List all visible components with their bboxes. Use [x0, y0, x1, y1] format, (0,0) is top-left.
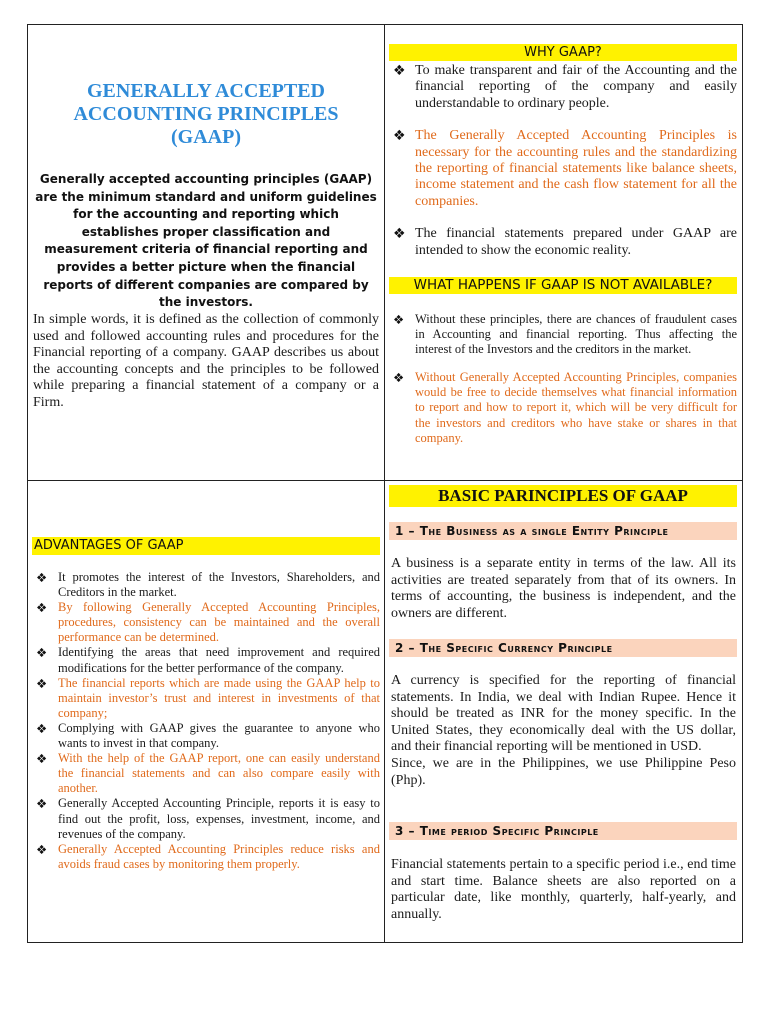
diamond-bullet-icon: ❖	[36, 570, 48, 585]
diamond-bullet-icon: ❖	[36, 720, 48, 736]
table-border-bottom	[27, 942, 743, 943]
principle-2-body: A currency is specified for the reporting of financial statements. In India, we deal with Indian Rupee. Hence it should be treated as INR for the money specific. In the United States, they economically deal with the US dollar, and their financial reporting will be mentioned in USD. Since, we are in the Philippines, we use Philippine Peso (Php).	[391, 673, 736, 788]
diamond-bullet-icon: ❖	[36, 675, 48, 691]
list-item: ❖ It promotes the interest of the Investors, Shareholders, and Creditors in the market.	[36, 570, 380, 600]
diamond-bullet-icon: ❖	[393, 226, 406, 243]
diamond-bullet-icon: ❖	[393, 63, 406, 79]
list-item: ❖ Complying with GAAP gives the guarantee to anyone who wants to invest in that company.	[36, 720, 380, 751]
table-border-top	[27, 24, 743, 25]
intro-paragraph: Generally accepted accounting principles (GAAP) are the minimum standard and uniform guidelines for the accounting and reporting which establishes proper classification and measurement criteria of financial reporting and provides a better picture when the financial reports of different companies are compared by the investors.	[35, 172, 377, 310]
list-item: ❖ Generally Accepted Accounting Principle, reports it is easy to find out the profit, loss, expenses, investment, income, and revenues of the company.	[36, 796, 380, 841]
list-item: ❖ Identifying the areas that need improvement and required modifications for the better performance of the company.	[36, 645, 380, 675]
principle-3-heading: 3 – Time period Specific Principle	[389, 822, 737, 840]
diamond-bullet-icon: ❖	[393, 312, 405, 327]
list-item: ❖ Generally Accepted Accounting Principles reduce risks and avoids fraud cases by monitoring them properly.	[36, 841, 380, 871]
list-item: ❖ The financial statements prepared under GAAP are intended to show the economic reality.	[393, 226, 737, 258]
page-title: GENERALLY ACCEPTED ACCOUNTING PRINCIPLES (GAAP)	[73, 80, 339, 148]
intro-block	[33, 171, 379, 312]
list-item: ❖ The Generally Accepted Accounting Principles is necessary for the accounting rules and the standardizing the reporting of financial statements like balance sheets, income statement and the cash flow statement for all the companies.	[393, 128, 737, 209]
list-item: ❖ The financial reports which are made using the GAAP help to maintain investor’s trust and interest in investments of that company;	[36, 675, 380, 720]
advantages-list	[32, 570, 380, 872]
list-item: ❖ Without these principles, there are chances of fraudulent cases in Accounting and financial reporting. Thus affecting the interest of the Investors and the creditors in the market.	[393, 312, 737, 357]
list-item: ❖ To make transparent and fair of the Accounting and the financial reporting of the company and easily understandable to ordinary people.	[393, 63, 737, 111]
definition-paragraph: In simple words, it is defined as the collection of commonly used and followed accounting rules and procedures for the Financial reporting of a company. GAAP describes us about the accounting concepts and the principles to be followed while preparing a financial statement of a company or a Firm.	[33, 312, 379, 410]
principle-2-heading: 2 – The Specific Currency Principle	[389, 639, 737, 657]
diamond-bullet-icon: ❖	[36, 796, 48, 812]
title-cell	[32, 80, 380, 149]
not-available-list	[389, 312, 737, 446]
advantages-heading: ADVANTAGES OF GAAP	[32, 537, 380, 555]
table-border-right	[742, 24, 743, 943]
principle-3-body: Financial statements pertain to a specific period i.e., end time and start time. Balance sheets are also reported on a particular date, like monthly, quarterly, half-yearly, and annually.	[391, 857, 736, 922]
definition-block	[33, 312, 379, 412]
diamond-bullet-icon: ❖	[36, 645, 48, 661]
table-border-middle	[27, 480, 743, 481]
principle-1-body: A business is a separate entity in terms of the law. All its activities are treated separately from that of its owners. In terms of accounting, the business is independent, and the owners are different.	[391, 556, 736, 621]
principle-1-heading: 1 – The Business as a single Entity Principle	[389, 522, 737, 540]
why-gaap-list	[389, 63, 737, 259]
diamond-bullet-icon: ❖	[36, 841, 48, 857]
basic-principles-heading: BASIC PARINCIPLES OF GAAP	[389, 485, 737, 507]
diamond-bullet-icon: ❖	[393, 128, 406, 145]
list-item: ❖ Without Generally Accepted Accounting Principles, companies would be free to decide themselves what financial information to report and how to report it, which will be very difficult for the investors and creditors who have stake or shares in that company.	[393, 370, 737, 445]
not-available-heading: WHAT HAPPENS IF GAAP IS NOT AVAILABLE?	[389, 277, 737, 294]
diamond-bullet-icon: ❖	[393, 370, 405, 386]
diamond-bullet-icon: ❖	[36, 751, 48, 767]
why-gaap-heading: WHY GAAP?	[389, 44, 737, 61]
diamond-bullet-icon: ❖	[36, 600, 48, 616]
table-border-center	[384, 24, 385, 943]
list-item: ❖ With the help of the GAAP report, one can easily understand the financial statements and can also compare easily with another.	[36, 751, 380, 796]
list-item: ❖ By following Generally Accepted Accounting Principles, procedures, consistency can be maintained and the overall performance can be determined.	[36, 600, 380, 645]
table-border-left	[27, 24, 28, 943]
